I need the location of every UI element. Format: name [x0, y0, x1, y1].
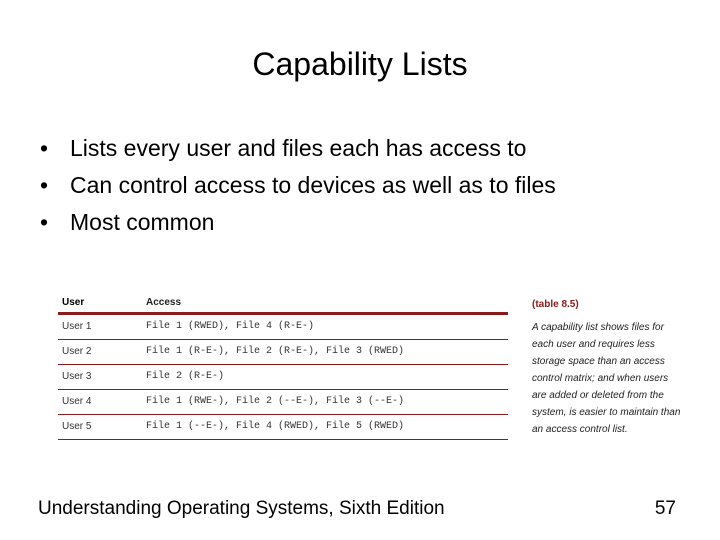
row-access: File 1 (RWED), File 4 (R-E-)	[146, 321, 315, 332]
table-row	[58, 390, 508, 415]
bullet-text: Can control access to devices as well as to files	[70, 172, 556, 198]
row-user: User 1	[62, 321, 92, 332]
footer-text: Understanding Operating Systems, Sixth Edition	[38, 498, 445, 519]
bullet-dot-icon: •	[40, 135, 49, 161]
table-row	[58, 315, 508, 340]
table-row	[58, 365, 508, 390]
header-user: User	[62, 297, 85, 308]
table-caption	[532, 296, 682, 438]
table-row	[58, 340, 508, 365]
table-row	[58, 415, 508, 440]
capability-table	[58, 296, 508, 440]
bullet-text: Most common	[70, 209, 215, 235]
header-access: Access	[146, 297, 182, 308]
table-header	[58, 296, 508, 310]
row-access: File 1 (R-E-), File 2 (R-E-), File 3 (RWED)	[146, 346, 405, 357]
bullet-dot-icon: •	[40, 209, 49, 235]
row-user: User 5	[62, 421, 92, 432]
bullet-item	[40, 167, 556, 204]
bullet-dot-icon: •	[40, 172, 49, 198]
row-access: File 1 (RWE-), File 2 (--E-), File 3 (--E-)	[146, 396, 405, 407]
slide-title: Capability Lists	[252, 46, 468, 82]
table-tag: (table 8.5)	[532, 299, 579, 310]
row-access: File 2 (R-E-)	[146, 371, 225, 382]
row-user: User 3	[62, 371, 92, 382]
caption-text: A capability list shows files for each user and requires less storage space than an access control matrix; and when users are added or deleted from the system, is easier to maintain than an access control list.	[532, 322, 681, 435]
bullet-text: Lists every user and files each has access to	[70, 135, 527, 161]
bullet-item	[40, 204, 556, 241]
page-number: 57	[654, 498, 676, 519]
row-user: User 2	[62, 346, 92, 357]
row-user: User 4	[62, 396, 92, 407]
bullet-item	[40, 130, 556, 167]
bullet-list	[40, 130, 556, 241]
row-access: File 1 (--E-), File 4 (RWED), File 5 (RWED)	[146, 421, 405, 432]
